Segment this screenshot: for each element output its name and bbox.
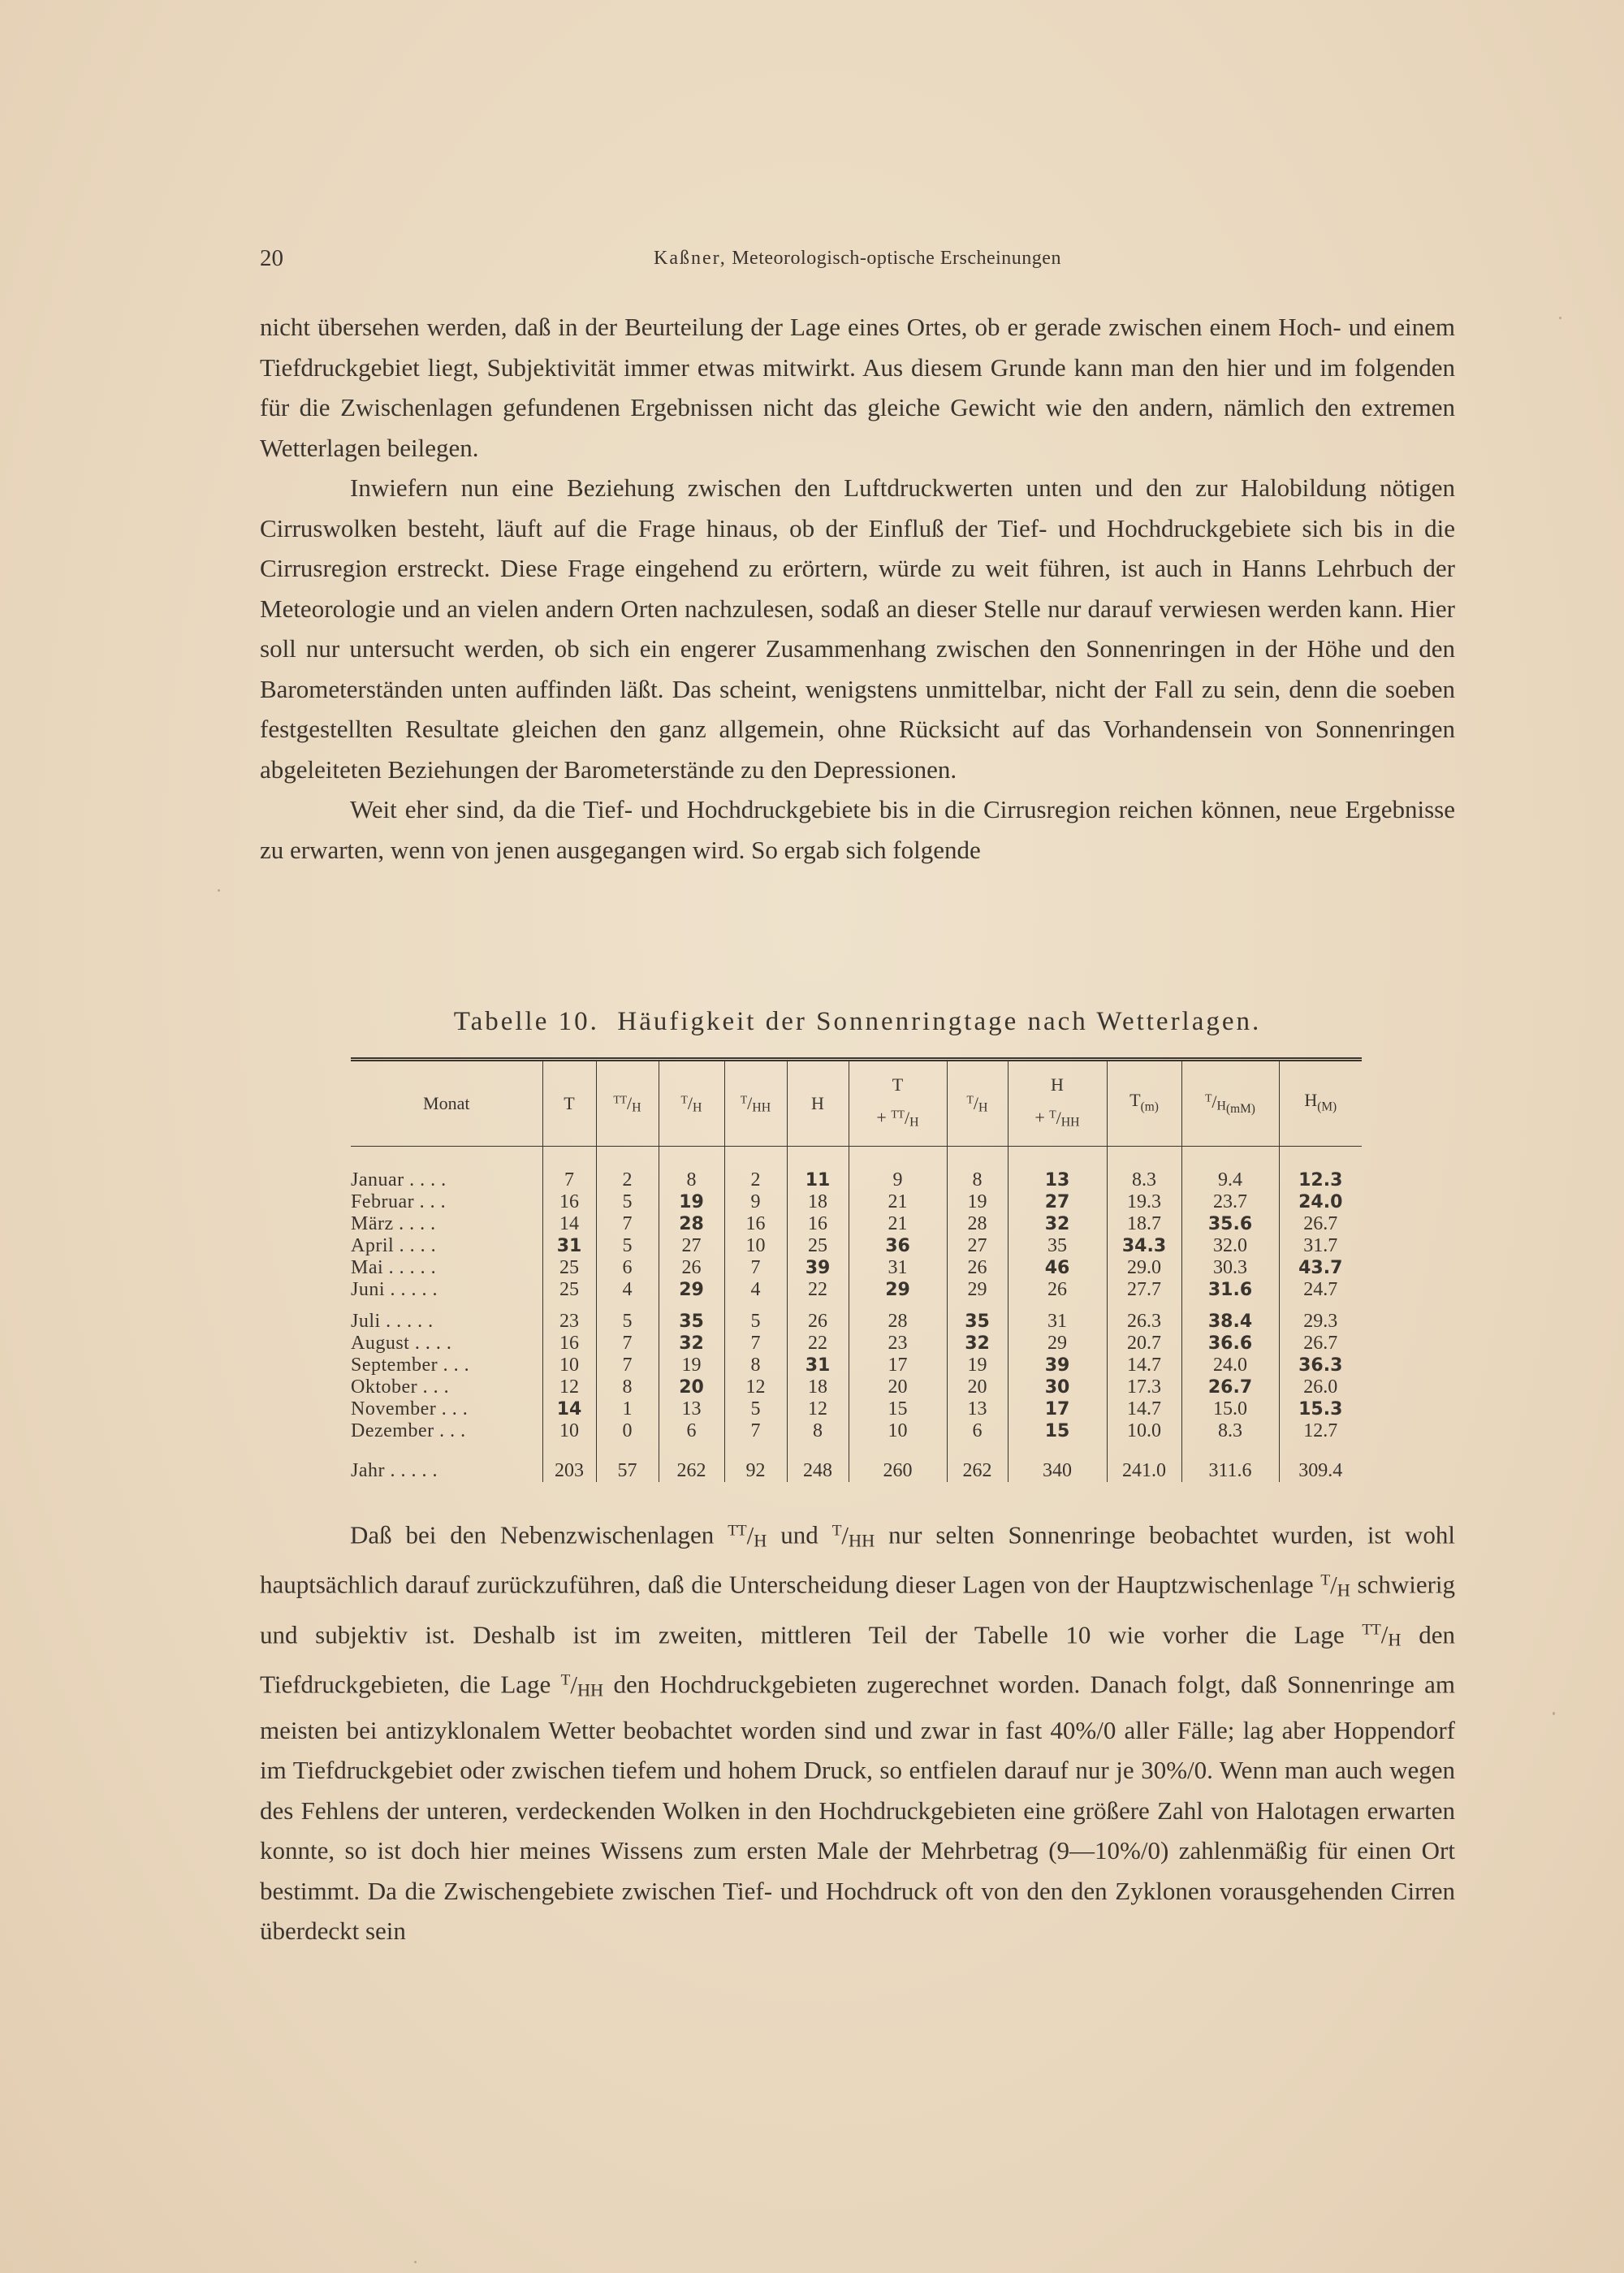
table-row [351, 1191, 1362, 1213]
cell-bold: 20 [659, 1376, 724, 1398]
cell-bold: 14 [542, 1398, 596, 1420]
cell: 22 [787, 1333, 849, 1355]
header-month: Monat [351, 1060, 542, 1147]
cell-month: Jahr . . . . . [351, 1460, 438, 1481]
cell: 20 [849, 1376, 947, 1398]
header-H-plus-T-over-HH: H + $^T$/HH [1008, 1060, 1107, 1147]
header-T-over-H-2: $^T$/H [947, 1060, 1008, 1147]
cell: 8.3 [1181, 1420, 1279, 1442]
cell: 12 [724, 1376, 787, 1398]
cell: 23 [542, 1301, 596, 1333]
cell: 9 [724, 1191, 787, 1213]
cell-bold: 31.6 [1181, 1279, 1279, 1301]
cell-month: September . . . [351, 1355, 470, 1376]
cell: 26 [1008, 1279, 1107, 1301]
cell: 16 [724, 1213, 787, 1235]
header-H: H [787, 1060, 849, 1147]
cell: 241.0 [1107, 1442, 1181, 1482]
cell-month: Januar . . . . [351, 1169, 447, 1191]
cell: 10 [542, 1420, 596, 1442]
cell: 10 [542, 1355, 596, 1376]
cell-bold: 31 [542, 1235, 596, 1257]
cell: 203 [542, 1442, 596, 1482]
header-TT-over-H: $^{TT}$/H [596, 1060, 659, 1147]
cell: 7 [724, 1420, 787, 1442]
header-T-over-H: $^T$/H [659, 1060, 724, 1147]
cell: 18 [787, 1191, 849, 1213]
cell: 8 [787, 1420, 849, 1442]
paper-speck [218, 889, 220, 892]
cell-bold: 26.7 [1181, 1376, 1279, 1398]
paragraph-1: nicht übersehen werden, daß in der Beurteilung der Lage eines Ortes, ob er gerade zwischen einem Hoch- und einem Tiefdruckgebiet liegt, Subjektivität immer etwas mitwirkt. Aus diesem Grunde kann man den hier und im folgenden für die Zwischenlagen gefundenen Ergebnissen nicht das gleiche Gewicht wie den andern, nämlich den extremen Wetterlagen beilegen. [260, 313, 1455, 462]
cell: 5 [596, 1191, 659, 1213]
cell: 25 [542, 1257, 596, 1279]
cell: 29.3 [1279, 1301, 1362, 1333]
cell: 6 [596, 1257, 659, 1279]
cell: 7 [724, 1333, 787, 1355]
cell: 21 [849, 1191, 947, 1213]
paragraph-4: Daß bei den Nebenzwischenlagen $^{TT}$/H und $^T$/HH nur selten Sonnenringe beobachtet wurden, ist wohl hauptsächlich darauf zurückzuführen, daß die Unterscheidung dieser Lagen von der Hauptzwischenlage $^T$/H schwierig und subjektiv ist. Deshalb ist im zweiten, mittleren Teil der Tabelle 10 wie vorher die Lage $^{TT}$/H den Tiefdruckgebieten, die Lage $^T$/HH den Hochdruckgebieten zugerechnet worden. Danach folgt, daß Sonnenringe am meisten bei antizyklonalem Wetter beobachtet worden sind und zwar in fast 40%/0 aller Fälle; lag aber Hoppendorf im Tiefdruckgebiet oder zwischen tiefem und hohem Druck, so entfielen darauf nur je 30%/0. Wenn man auch wegen des Fehlens der unteren, verdeckenden Wolken in den Hochdruckgebieten eine größere Zahl von Halotagen erwarten konnte, so ist doch hier meines Wissens zum ersten Male der Mehrbetrag (9—10%/0) zahlenmäßig für einen Ort bestimmt. Da die Zwischengebiete zwischen Tief- und Hochdruck oft von den den Zyklonen vorausgehenden Cirren überdeckt sein [260, 1520, 1456, 1946]
cell: 6 [947, 1420, 1008, 1442]
cell: 20 [947, 1376, 1008, 1398]
cell: 13 [659, 1398, 724, 1420]
header-H-M: $H_{(M)}$ [1279, 1060, 1362, 1147]
cell-month: März . . . . [351, 1213, 436, 1234]
cell: 21 [849, 1213, 947, 1235]
cell-bold: 30 [1008, 1376, 1107, 1398]
cell: 31 [1008, 1301, 1107, 1333]
cell: 5 [724, 1301, 787, 1333]
table-row [351, 1398, 1362, 1420]
running-title-text: Meteorologisch-optische Erscheinungen [732, 248, 1061, 269]
cell: 8 [659, 1147, 724, 1192]
cell: 15 [849, 1398, 947, 1420]
cell: 16 [542, 1191, 596, 1213]
text-block-bottom [260, 1510, 1455, 1951]
cell: 14.7 [1107, 1398, 1181, 1420]
table-row [351, 1420, 1362, 1442]
cell: 340 [1008, 1442, 1107, 1482]
table-caption-title: Häufigkeit der Sonnenringtage nach Wetterlagen. [617, 1007, 1262, 1036]
cell-bold: 38.4 [1181, 1301, 1279, 1333]
fraction-TT-H: $^{TT}$/H [728, 1520, 767, 1550]
cell: 30.3 [1181, 1257, 1279, 1279]
cell: 24.0 [1181, 1355, 1279, 1376]
paragraph-2: Inwiefern nun eine Beziehung zwischen den Luftdruckwerten unten und den zur Halobildung nötigen Cirruswolken besteht, läuft auf die Frage hinaus, ob der Einfluß der Tief- und Hochdruckgebiete sich bis in die Cirrusregion erstreckt. Diese Frage eingehend zu erörtern, würde zu weit führen, ist auch in Hanns Lehrbuch der Meteorologie und an vielen andern Orten nachzulesen, sodaß an dieser Stelle nur darauf verwiesen werden kann. Hier soll nur untersucht werden, ob sich ein engerer Zusammenhang zwischen den Sonnenringen in der Höhe und den Barometerständen unten auffinden läßt. Das scheint, wenigstens unmittelbar, nicht der Fall zu sein, denn die soeben festgestellten Resultate gleichen den ganz allgemein, ohne Rücksicht auf das Vorhandensein von Sonnenringen abgeleiteten Beziehungen der Barometerstände zu den Depressionen. [260, 473, 1455, 784]
table-caption-label: Tabelle 10. [453, 1007, 599, 1036]
cell: 8 [596, 1376, 659, 1398]
cell: 260 [849, 1442, 947, 1482]
cell: 248 [787, 1442, 849, 1482]
table-row-total [351, 1442, 1362, 1482]
cell: 92 [724, 1442, 787, 1482]
cell: 19 [947, 1355, 1008, 1376]
cell-bold: 46 [1008, 1257, 1107, 1279]
cell: 12 [787, 1398, 849, 1420]
cell-bold: 39 [1008, 1355, 1107, 1376]
paper-speck [1559, 317, 1561, 319]
cell: 14.7 [1107, 1355, 1181, 1376]
cell: 262 [947, 1442, 1008, 1482]
cell: 19 [659, 1355, 724, 1376]
table-row [351, 1147, 1362, 1192]
cell: 27.7 [1107, 1279, 1181, 1301]
running-head [260, 245, 1455, 278]
cell: 26.7 [1279, 1213, 1362, 1235]
cell-month: Mai . . . . . [351, 1257, 437, 1278]
cell-bold: 32 [947, 1333, 1008, 1355]
cell: 2 [724, 1147, 787, 1192]
cell: 32.0 [1181, 1235, 1279, 1257]
cell: 27 [947, 1235, 1008, 1257]
cell: 0 [596, 1420, 659, 1442]
table-row [351, 1235, 1362, 1257]
cell: 24.7 [1279, 1279, 1362, 1301]
table-caption [260, 1007, 1455, 1037]
cell-month: Juni . . . . . [351, 1279, 438, 1300]
cell-bold: 12.3 [1279, 1147, 1362, 1192]
table-row [351, 1333, 1362, 1355]
cell: 20.7 [1107, 1333, 1181, 1355]
paper-speck [414, 2261, 417, 2263]
cell-bold: 32 [659, 1333, 724, 1355]
cell: 5 [596, 1301, 659, 1333]
cell-bold: 43.7 [1279, 1257, 1362, 1279]
cell-bold: 36 [849, 1235, 947, 1257]
cell: 4 [596, 1279, 659, 1301]
cell-month: August . . . . [351, 1333, 452, 1354]
cell: 29 [947, 1279, 1008, 1301]
cell: 25 [787, 1235, 849, 1257]
cell-bold: 15 [1008, 1420, 1107, 1442]
cell-month: Oktober . . . [351, 1376, 450, 1398]
cell: 10 [724, 1235, 787, 1257]
cell: 5 [596, 1235, 659, 1257]
cell-bold: 39 [787, 1257, 849, 1279]
cell: 26.7 [1279, 1333, 1362, 1355]
cell: 19 [947, 1191, 1008, 1213]
cell-bold: 11 [787, 1147, 849, 1192]
cell-month: Juli . . . . . [351, 1311, 434, 1332]
running-title-author: Kaßner, [654, 248, 727, 269]
cell-bold: 29 [659, 1279, 724, 1301]
cell: 8 [724, 1355, 787, 1376]
cell-bold: 32 [1008, 1213, 1107, 1235]
cell-bold: 36.3 [1279, 1355, 1362, 1376]
frequency-table [351, 1057, 1362, 1482]
cell-month: April . . . . [351, 1235, 437, 1256]
header-T: T [542, 1060, 596, 1147]
cell: 57 [596, 1442, 659, 1482]
cell: 29 [1008, 1333, 1107, 1355]
fraction-T-H: $^T$/H [1320, 1570, 1350, 1601]
cell: 25 [542, 1279, 596, 1301]
cell-bold: 34.3 [1107, 1235, 1181, 1257]
cell: 26.0 [1279, 1376, 1362, 1398]
cell: 27 [659, 1235, 724, 1257]
table-row [351, 1355, 1362, 1376]
cell-bold: 13 [1008, 1147, 1107, 1192]
cell-month: November . . . [351, 1398, 469, 1420]
cell: 8 [947, 1147, 1008, 1192]
cell: 6 [659, 1420, 724, 1442]
cell: 17.3 [1107, 1376, 1181, 1398]
header-T-over-H-mM: $^T/H_{(mM)}$ [1181, 1060, 1279, 1147]
cell-bold: 17 [1008, 1398, 1107, 1420]
cell: 19.3 [1107, 1191, 1181, 1213]
cell: 10.0 [1107, 1420, 1181, 1442]
cell: 8.3 [1107, 1147, 1181, 1192]
cell: 31.7 [1279, 1235, 1362, 1257]
cell: 16 [787, 1213, 849, 1235]
header-T-m: $T_{(m)}$ [1107, 1060, 1181, 1147]
cell: 23.7 [1181, 1191, 1279, 1213]
paper-speck [1553, 1712, 1555, 1715]
text-block-top [260, 307, 1455, 870]
cell: 22 [787, 1279, 849, 1301]
cell: 26 [947, 1257, 1008, 1279]
header-T-plus-TT-over-H: T + $^{TT}$/H [849, 1060, 947, 1147]
cell: 18.7 [1107, 1213, 1181, 1235]
cell-bold: 35.6 [1181, 1213, 1279, 1235]
cell: 309.4 [1279, 1442, 1362, 1482]
cell-bold: 27 [1008, 1191, 1107, 1213]
cell-bold: 28 [659, 1213, 724, 1235]
cell: 29.0 [1107, 1257, 1181, 1279]
cell-bold: 24.0 [1279, 1191, 1362, 1213]
cell-month: Februar . . . [351, 1191, 447, 1212]
fraction-TT-H: $^{TT}$/H [1362, 1620, 1402, 1650]
cell: 10 [849, 1420, 947, 1442]
cell: 7 [596, 1213, 659, 1235]
cell: 18 [787, 1376, 849, 1398]
table-container [351, 1057, 1362, 1482]
cell: 7 [542, 1147, 596, 1192]
header-T-over-HH: $^T$/HH [724, 1060, 787, 1147]
cell-bold: 15.3 [1279, 1398, 1362, 1420]
cell: 35 [1008, 1235, 1107, 1257]
cell-bold: 35 [947, 1301, 1008, 1333]
cell-bold: 36.6 [1181, 1333, 1279, 1355]
fraction-T-HH: $^T$/HH [831, 1520, 875, 1550]
table-row [351, 1301, 1362, 1333]
paragraph-3: Weit eher sind, da die Tief- und Hochdruckgebiete bis in die Cirrusregion reichen können, neue Ergebnisse zu erwarten, wenn von jenen ausgegangen wird. So ergab sich folgende [260, 795, 1455, 864]
cell: 26.3 [1107, 1301, 1181, 1333]
cell: 5 [724, 1398, 787, 1420]
cell: 7 [724, 1257, 787, 1279]
cell: 311.6 [1181, 1442, 1279, 1482]
cell: 7 [596, 1333, 659, 1355]
cell: 26 [659, 1257, 724, 1279]
cell: 9 [849, 1147, 947, 1192]
table-row [351, 1376, 1362, 1398]
fraction-T-HH: $^T$/HH [560, 1670, 604, 1700]
cell: 1 [596, 1398, 659, 1420]
cell: 15.0 [1181, 1398, 1279, 1420]
cell: 28 [849, 1301, 947, 1333]
cell: 262 [659, 1442, 724, 1482]
running-title [260, 248, 1455, 270]
cell-bold: 31 [787, 1355, 849, 1376]
cell: 28 [947, 1213, 1008, 1235]
table-row [351, 1279, 1362, 1301]
cell: 14 [542, 1213, 596, 1235]
cell: 13 [947, 1398, 1008, 1420]
cell-month: Dezember . . . [351, 1420, 466, 1441]
cell: 12.7 [1279, 1420, 1362, 1442]
cell-bold: 35 [659, 1301, 724, 1333]
page-number: 20 [260, 245, 283, 271]
cell: 26 [787, 1301, 849, 1333]
cell: 23 [849, 1333, 947, 1355]
cell-bold: 29 [849, 1279, 947, 1301]
cell: 31 [849, 1257, 947, 1279]
table-header-row [351, 1060, 1362, 1147]
cell: 2 [596, 1147, 659, 1192]
cell: 7 [596, 1355, 659, 1376]
cell: 17 [849, 1355, 947, 1376]
table-row [351, 1257, 1362, 1279]
cell: 4 [724, 1279, 787, 1301]
cell: 12 [542, 1376, 596, 1398]
cell-bold: 19 [659, 1191, 724, 1213]
cell: 9.4 [1181, 1147, 1279, 1192]
cell: 16 [542, 1333, 596, 1355]
table-row [351, 1213, 1362, 1235]
